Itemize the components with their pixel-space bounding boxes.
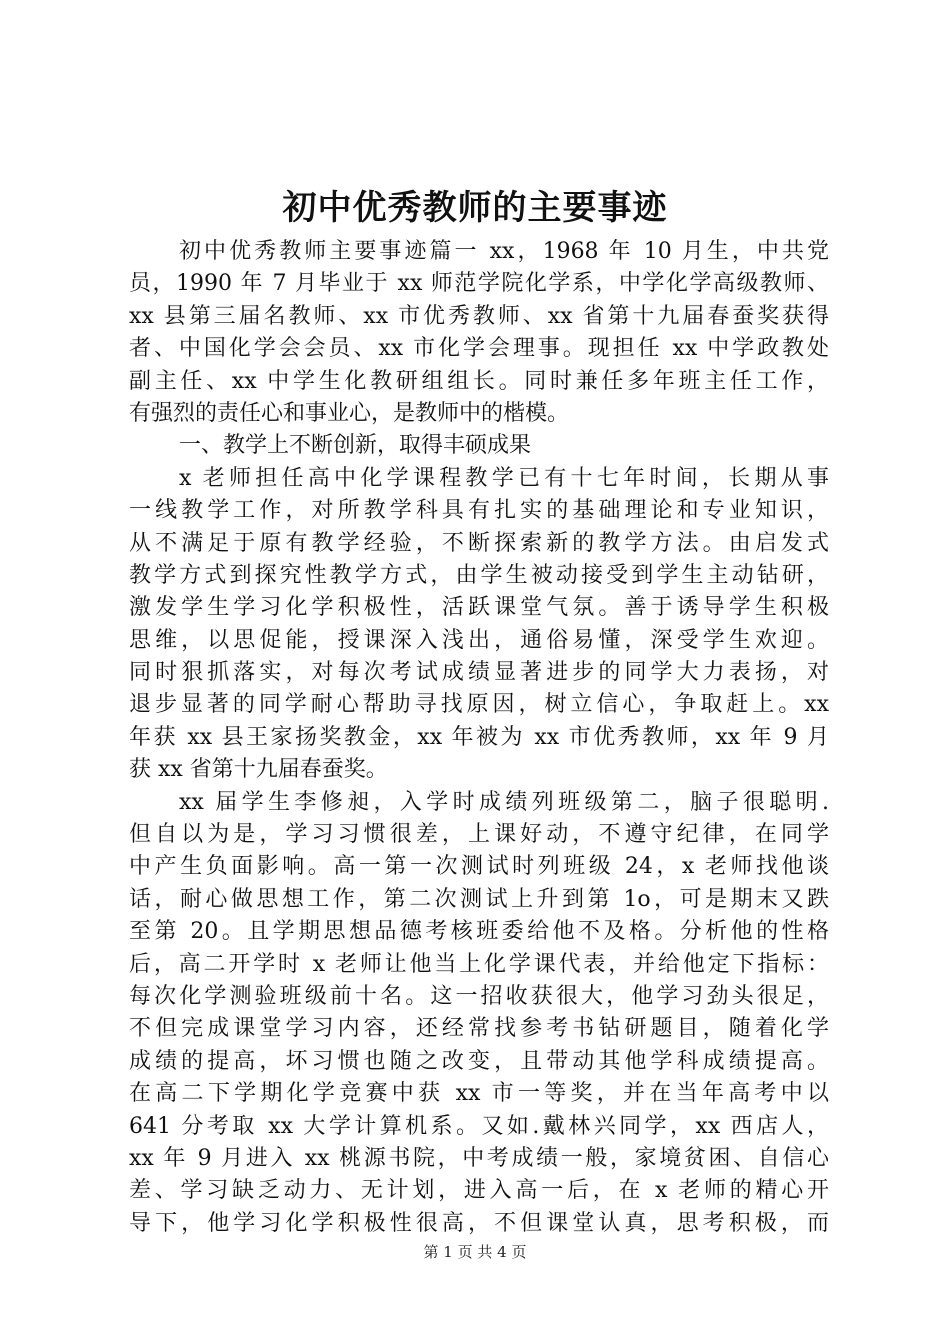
text-line: 成绩的提高，坏习惯也随之改变，且带动其他学科成绩提高。 — [129, 1048, 829, 1074]
text-line: 从不满足于原有教学经验，不断探索新的教学方法。由启发式 — [129, 530, 829, 556]
text-line: 导下，他学习化学积极性很高，不但课堂认真，思考积极，而 — [129, 1210, 829, 1236]
text-line: 每次化学测验班级前十名。这一招收获很大，他学习劲头很足， — [129, 983, 829, 1009]
text-line: 641 分考取 xx 大学计算机系。又如.戴林兴同学，xx 西店人， — [129, 1113, 829, 1139]
document-title: 初中优秀教师的主要事迹 — [282, 188, 668, 228]
text-line: 者、中国化学会会员、xx 市化学会理事。现担任 xx 中学政教处 — [129, 336, 829, 362]
text-line: 思维，以思促能，授课深入浅出，通俗易懂，深受学生欢迎。 — [129, 627, 829, 653]
text-line: 初中优秀教师主要事迹篇一 xx，1968 年 10 月生，中共党 — [179, 239, 829, 264]
text-line: 激发学生学习化学积极性，活跃课堂气氛。善于诱导学生积极 — [129, 595, 829, 621]
text-line: 教学方式到探究性教学方式，由学生被动接受到学生主动钻研， — [129, 562, 829, 588]
text-line: 一线教学工作，对所教学科具有扎实的基础理论和专业知识， — [129, 498, 829, 524]
text-line: 不但完成课堂学习内容，还经常找参考书钻研题目，随着化学 — [129, 1016, 829, 1042]
text-line: 一、教学上不断创新，取得丰硕成果 — [179, 433, 532, 459]
text-line: 获 xx 省第十九届春蚕奖。 — [129, 757, 388, 783]
text-line: xx 县第三届名教师、xx 市优秀教师、xx 省第十九届春蚕奖获得 — [129, 303, 829, 329]
text-line: 同时狠抓落实，对每次考试成绩显著进步的同学大力表扬，对 — [129, 660, 829, 686]
text-line: 年获 xx 县王家扬奖教金，xx 年被为 xx 市优秀教师，xx 年 9 月 — [129, 724, 829, 750]
text-line: 话，耐心做思想工作，第二次测试上升到第 1o，可是期末又跌 — [129, 886, 829, 912]
text-line: 至第 20。且学期思想品德考核班委给他不及格。分析他的性格 — [129, 919, 829, 945]
text-line: 员，1990 年 7 月毕业于 xx 师范学院化学系，中学化学高级教师、 — [129, 271, 829, 297]
text-line: 后，高二开学时 x 老师让他当上化学课代表，并给他定下指标： — [129, 951, 829, 977]
text-line: 在高二下学期化学竞赛中获 xx 市一等奖，并在当年高考中以 — [129, 1081, 829, 1107]
text-line: 有强烈的责任心和事业心，是教师中的楷模。 — [129, 400, 570, 426]
page-footer: 第 1 页 共 4 页 — [423, 1243, 527, 1261]
text-line: xx 年 9 月进入 xx 桃源书院，中考成绩一般，家境贫困、自信心 — [129, 1145, 829, 1171]
document-body — [129, 236, 829, 1240]
text-line: 但自以为是，学习习惯很差，上课好动，不遵守纪律，在同学 — [129, 822, 829, 848]
text-line: 副主任、xx 中学生化教研组组长。同时兼任多年班主任工作， — [129, 368, 829, 394]
text-line: 中产生负面影响。高一第一次测试时列班级 24，x 老师找他谈 — [129, 854, 829, 880]
text-line: x 老师担任高中化学课程教学已有十七年时间，长期从事 — [179, 465, 829, 491]
text-line: 退步显著的同学耐心帮助寻找原因，树立信心，争取赶上。xx — [129, 692, 829, 718]
text-line: xx 届学生李修昶，入学时成绩列班级第二，脑子很聪明. — [179, 789, 829, 815]
text-line: 差、学习缺乏动力、无计划，进入高一后，在 x 老师的精心开 — [129, 1178, 829, 1204]
